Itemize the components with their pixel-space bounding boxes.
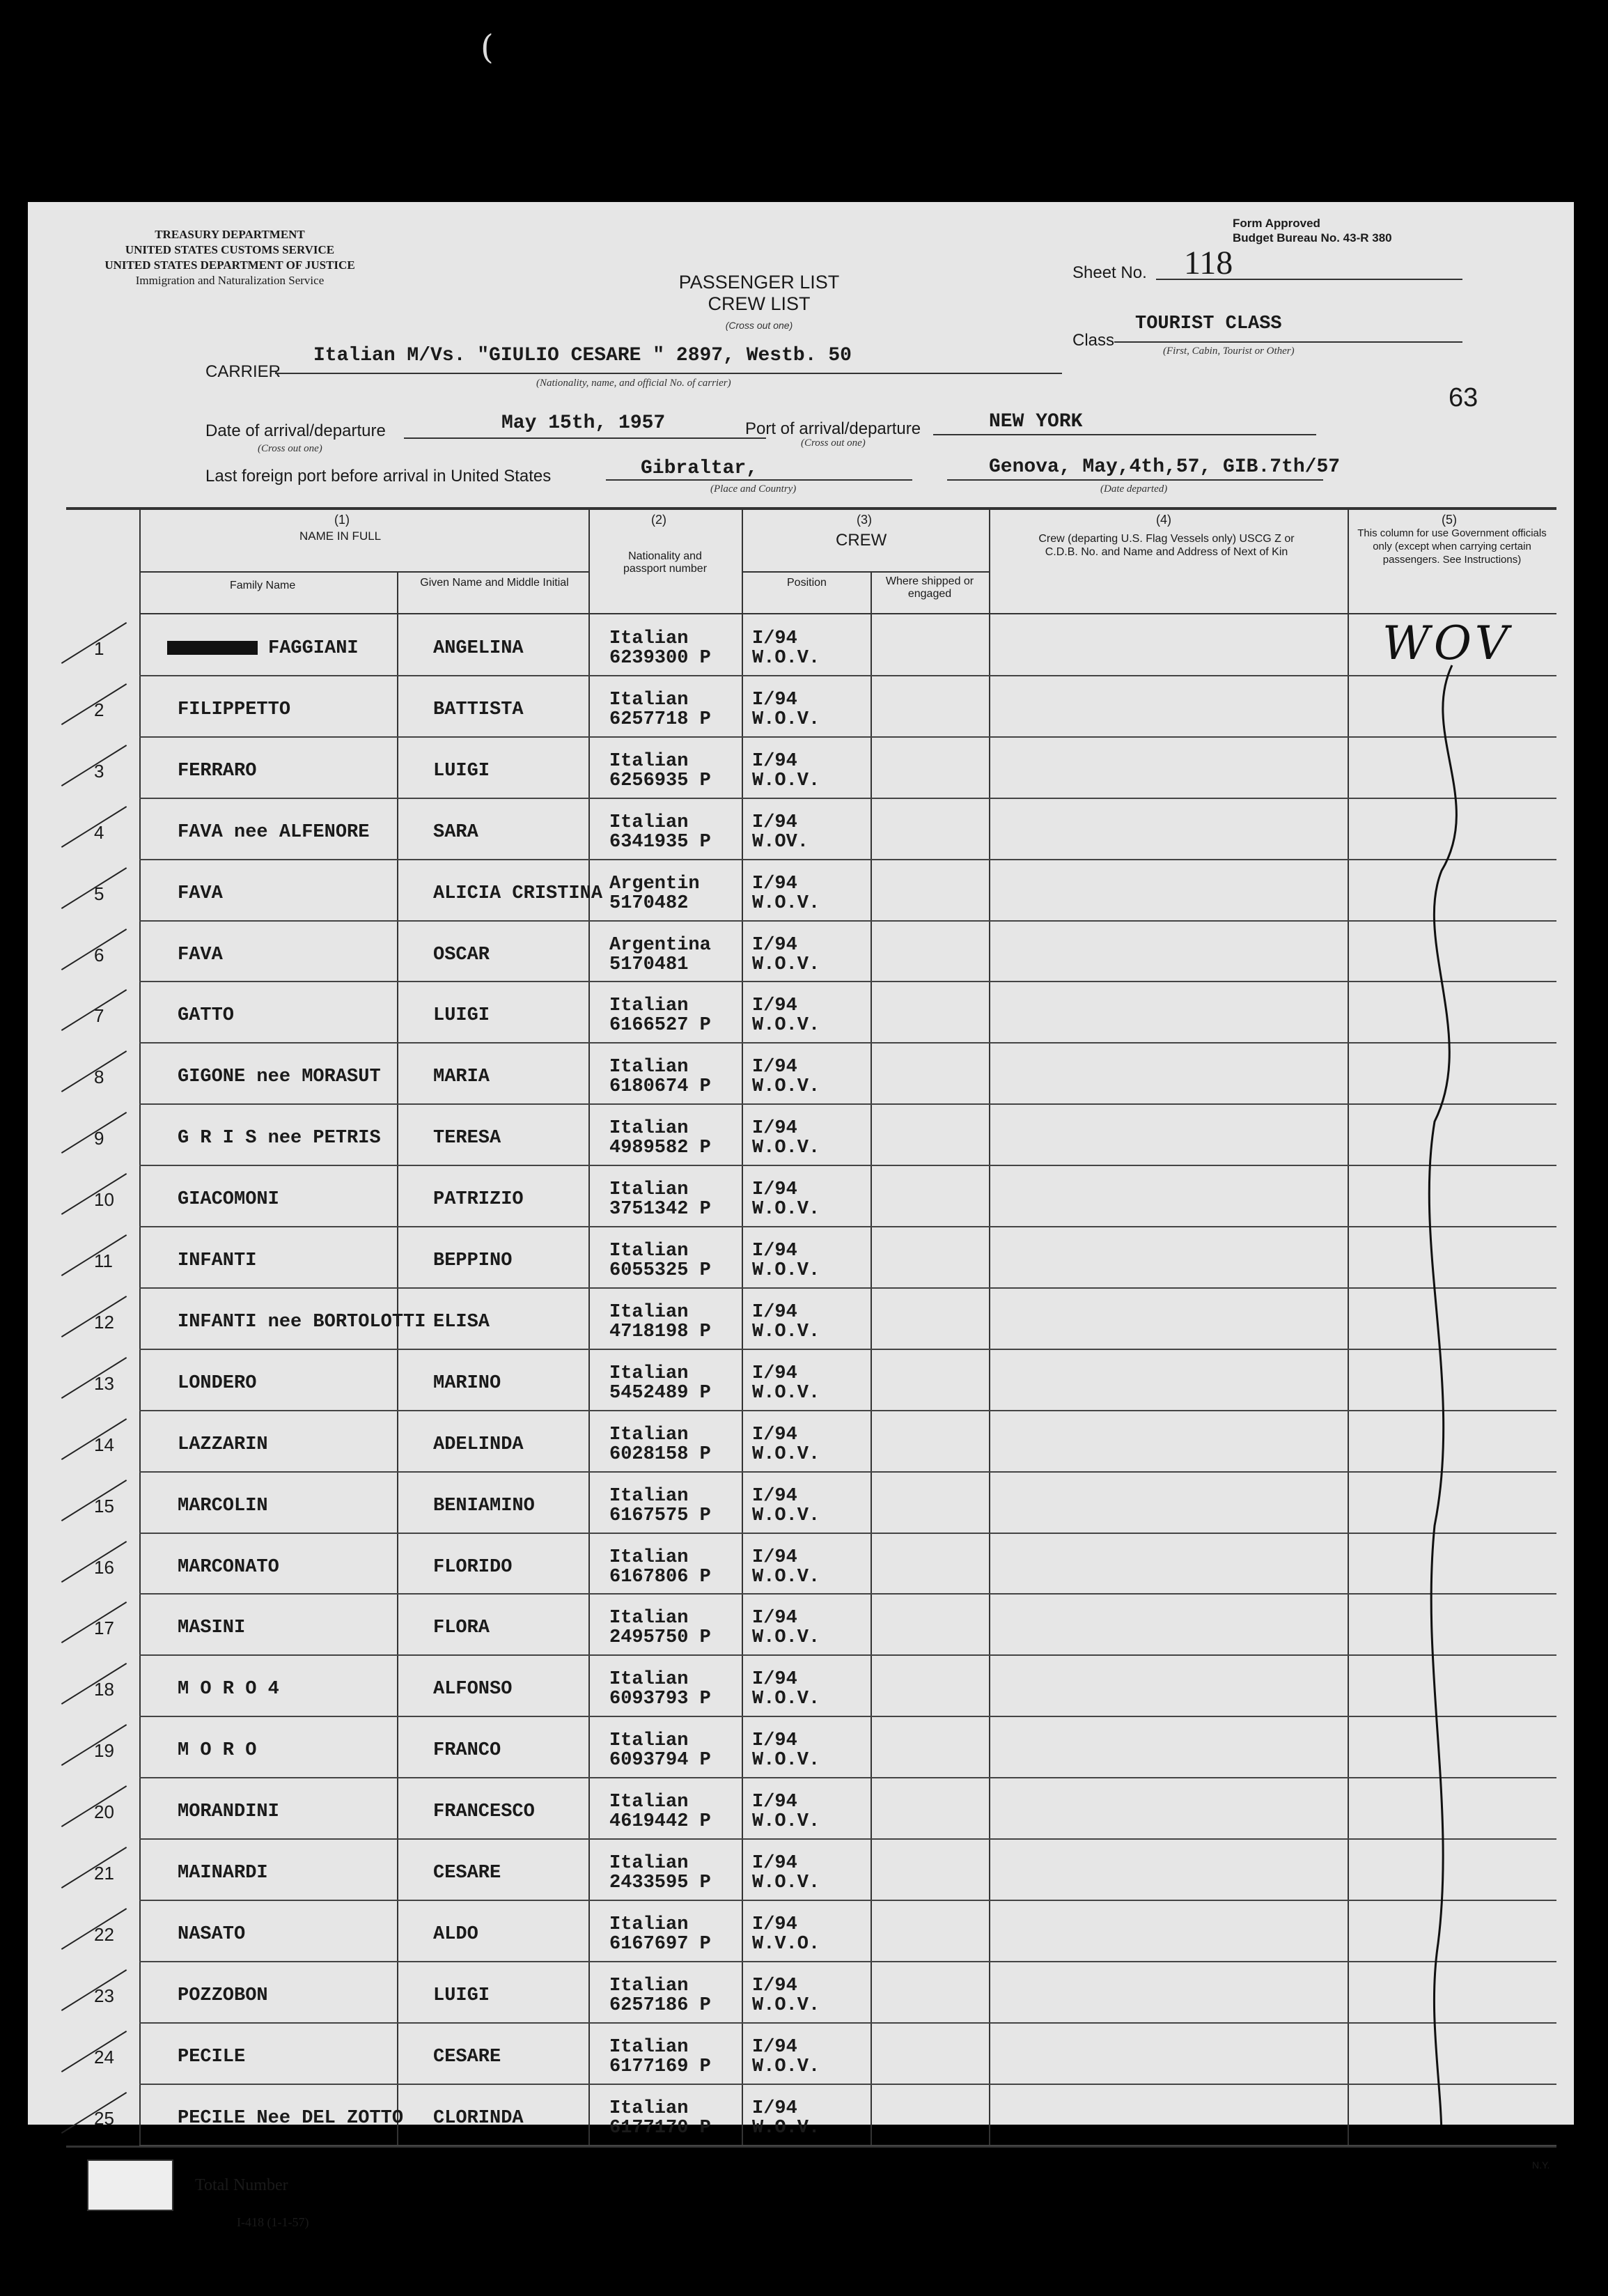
given-name-cell: LUIGI (433, 1005, 490, 1027)
last-port-value: Gibraltar, (641, 458, 758, 479)
row-number: 25 (94, 2107, 114, 2129)
passport-cell: 6055325 P (609, 1260, 711, 1281)
row-number: 19 (94, 1740, 114, 1762)
position-cell: I/94 (752, 628, 797, 649)
row-separator (139, 2145, 1556, 2146)
date-value: May 15th, 1957 (501, 412, 666, 434)
passport-cell: 2433595 P (609, 1872, 711, 1893)
family-name-cell: LAZZARIN (178, 1434, 268, 1455)
position-cell: I/94 (752, 750, 797, 772)
last-port-label: Last foreign port before arrival in United States (205, 467, 552, 486)
passport-cell: 6167806 P (609, 1566, 711, 1588)
nationality-cell: Italian (609, 1975, 689, 1996)
form-sheet (28, 202, 1574, 2229)
family-name-cell: M O R O (178, 1740, 257, 1762)
position-cell: I/94 (752, 995, 797, 1017)
position-cell: I/94 (752, 1363, 797, 1384)
given-name-cell: ALFONSO (433, 1679, 513, 1700)
given-name-cell: CESARE (433, 2046, 501, 2068)
status-cell: W.O.V. (752, 1260, 820, 1281)
nationality-cell: Argentina (609, 934, 711, 956)
family-name-cell: M O R O 4 (178, 1679, 279, 1700)
given-name-header: Given Name and Middle Initial (420, 577, 569, 589)
given-name-cell: BENIAMINO (433, 1495, 535, 1517)
row-number: 24 (94, 2046, 114, 2068)
status-cell: W.O.V. (752, 1811, 820, 1833)
nationality-cell: Italian (609, 628, 689, 649)
position-cell: I/94 (752, 1301, 797, 1323)
given-name-cell: BATTISTA (433, 699, 524, 720)
given-name-cell: PATRIZIO (433, 1189, 524, 1211)
status-cell: W.O.V. (752, 1627, 820, 1649)
row-number: 15 (94, 1495, 114, 1517)
position-cell: I/94 (752, 1424, 797, 1445)
date-departed-hint: (Date departed) (1100, 483, 1168, 495)
nationality-cell: Italian (609, 1792, 689, 1813)
family-name-cell: NASATO (178, 1923, 246, 1945)
date-departed-value: Genova, May,4th,57, GIB.7th/57 (989, 456, 1341, 478)
passport-cell: 5452489 P (609, 1382, 711, 1404)
col4-number: (4) (1156, 513, 1171, 527)
status-cell: W.O.V. (752, 1994, 820, 2016)
nationality-cell: Italian (609, 1057, 689, 1078)
passport-cell: 6177170 P (609, 2117, 711, 2139)
nationality-cell: Italian (609, 1669, 689, 1691)
row-number: 4 (94, 821, 104, 843)
given-name-cell: MARINO (433, 1372, 501, 1394)
stamp-text: N.Y. (1532, 2159, 1550, 2171)
shipped-header: Where shipped or engaged (885, 575, 974, 600)
col3-label: CREW (836, 531, 887, 550)
nationality-cell: Italian (609, 1914, 689, 1935)
sheet-number: 118 (1184, 245, 1233, 281)
row-number: 23 (94, 1985, 114, 2006)
position-cell: I/94 (752, 2036, 797, 2058)
status-cell: W.O.V. (752, 708, 820, 730)
row-number: 9 (94, 1128, 104, 1149)
row-number: 20 (94, 1801, 114, 1823)
passport-cell: 4619442 P (609, 1811, 711, 1833)
position-cell: I/94 (752, 1057, 797, 1078)
position-cell: I/94 (752, 934, 797, 956)
approval-line: Budget Bureau No. 43-R 380 (1233, 231, 1392, 245)
nationality-cell: Italian (609, 750, 689, 772)
position-cell: I/94 (752, 1608, 797, 1629)
passport-cell: 6257718 P (609, 708, 711, 730)
given-name-cell: OSCAR (433, 944, 490, 965)
position-cell: I/94 (752, 1853, 797, 1874)
col1-label: NAME IN FULL (299, 529, 382, 543)
family-name-cell: FAVA (178, 883, 223, 904)
status-cell: W.O.V. (752, 770, 820, 791)
family-name-cell: FILIPPETTO (178, 699, 291, 720)
row-number: 16 (94, 1556, 114, 1578)
row-number: 1 (94, 638, 104, 659)
row-number: 7 (94, 1005, 104, 1027)
passport-cell: 6177169 P (609, 2056, 711, 2077)
cross-out-hint: (Cross out one) (725, 320, 793, 331)
family-name-cell: GIACOMONI (178, 1189, 279, 1211)
position-cell: I/94 (752, 1241, 797, 1262)
position-cell: I/94 (752, 1730, 797, 1752)
given-name-cell: SARA (433, 821, 478, 843)
nationality-cell: Italian (609, 1424, 689, 1445)
nationality-cell: Italian (609, 1301, 689, 1323)
position-cell: I/94 (752, 812, 797, 833)
port-cross-out-hint: (Cross out one) (801, 437, 866, 449)
status-cell: W.O.V. (752, 1076, 820, 1098)
col5-number: (5) (1442, 513, 1457, 527)
passport-cell: 6167575 P (609, 1505, 711, 1526)
row-number: 8 (94, 1066, 104, 1088)
status-cell: W.O.V. (752, 892, 820, 914)
row-number: 18 (94, 1679, 114, 1700)
form-code: I-418 (1-1-57) (237, 2215, 309, 2229)
nationality-cell: Italian (609, 2097, 689, 2119)
position-cell: I/94 (752, 1975, 797, 1996)
family-name-cell: MARCONATO (178, 1556, 279, 1578)
family-name-cell: FAVA (178, 944, 223, 965)
status-cell: W.O.V. (752, 1382, 820, 1404)
class-label: Class (1072, 331, 1115, 350)
passport-cell: 2495750 P (609, 1627, 711, 1649)
row-number: 17 (94, 1618, 114, 1639)
nationality-cell: Argentin (609, 873, 700, 894)
row-number: 21 (94, 1863, 114, 1884)
family-name-cell: PECILE (178, 2046, 246, 2068)
row-number: 5 (94, 883, 104, 904)
given-name-cell: FLORA (433, 1618, 490, 1639)
agency-line: UNITED STATES CUSTOMS SERVICE (125, 243, 335, 256)
family-name-cell: FAVA nee ALFENORE (178, 821, 370, 843)
position-cell: I/94 (752, 1792, 797, 1813)
nationality-cell: Italian (609, 689, 689, 711)
family-name-cell: GATTO (178, 1005, 235, 1027)
status-cell: W.V.O. (752, 1933, 820, 1955)
given-name-cell: LUIGI (433, 760, 490, 782)
position-cell: I/94 (752, 1669, 797, 1691)
handwritten-line (28, 202, 1574, 2125)
status-cell: W.O.V. (752, 1321, 820, 1342)
status-cell: W.OV. (752, 831, 809, 853)
given-name-cell: FRANCO (433, 1740, 501, 1762)
position-cell: I/94 (752, 689, 797, 711)
row-number: 11 (94, 1250, 113, 1271)
family-name-cell: GIGONE nee MORASUT (178, 1066, 381, 1088)
col3-number: (3) (857, 513, 872, 527)
position-cell: I/94 (752, 2097, 797, 2119)
family-name-cell: INFANTI (178, 1250, 257, 1271)
nationality-cell: Italian (609, 2036, 689, 2058)
total-number-label: Total Number (195, 2176, 288, 2194)
family-name-cell: PECILE Nee DEL ZOTTO (178, 2107, 404, 2129)
margin-mark: ( (481, 28, 494, 67)
col5-label: This column for use Government officials only (except when carrying certain passengers. See Instructions) (1357, 527, 1547, 566)
family-name-cell: MARCOLIN (178, 1495, 268, 1517)
row-number: 6 (94, 944, 104, 965)
sheet-label: Sheet No. (1072, 263, 1147, 282)
status-cell: W.O.V. (752, 1689, 820, 1710)
row-number: 22 (94, 1923, 114, 1945)
status-cell: W.O.V. (752, 1443, 820, 1465)
status-cell: W.O.V. (752, 1750, 820, 1771)
family-name-cell: FERRARO (178, 760, 257, 782)
position-cell: I/94 (752, 1914, 797, 1935)
side-number: 63 (1449, 383, 1478, 412)
col4-label: Crew (departing U.S. Flag Vessels only) USCG Z or C.D.B. No. and Name and Address of Next of Kin (1038, 533, 1295, 558)
passport-cell: 6239300 P (609, 648, 711, 669)
row-number: 2 (94, 699, 104, 720)
status-cell: W.O.V. (752, 1015, 820, 1037)
row-number: 13 (94, 1372, 114, 1394)
passport-cell: 6257186 P (609, 1994, 711, 2016)
status-cell: W.O.V. (752, 2117, 820, 2139)
port-label: Port of arrival/departure (745, 419, 921, 438)
passport-cell: 3751342 P (609, 1199, 711, 1220)
family-name-cell: MORANDINI (178, 1801, 279, 1823)
given-name-cell: ADELINDA (433, 1434, 524, 1455)
nationality-cell: Italian (609, 1241, 689, 1262)
position-cell: I/94 (752, 1485, 797, 1507)
given-name-cell: MARIA (433, 1066, 490, 1088)
row-number: 10 (94, 1189, 114, 1211)
row-number: 14 (94, 1434, 114, 1455)
passport-cell: 4989582 P (609, 1138, 711, 1159)
family-name-cell: INFANTI nee BORTOLOTTI (178, 1311, 426, 1333)
nationality-cell: Italian (609, 1179, 689, 1201)
carrier-label: CARRIER (205, 362, 281, 381)
nationality-cell: Italian (609, 1730, 689, 1752)
passport-cell: 6093793 P (609, 1689, 711, 1710)
port-value: NEW YORK (989, 411, 1083, 433)
nationality-cell: Italian (609, 1118, 689, 1140)
total-number-box (87, 2159, 173, 2211)
passport-cell: 6167697 P (609, 1933, 711, 1955)
date-cross-out-hint: (Cross out one) (258, 443, 322, 454)
class-value: TOURIST CLASS (1135, 313, 1282, 334)
passport-cell: 6180674 P (609, 1076, 711, 1098)
passport-cell: 6028158 P (609, 1443, 711, 1465)
status-cell: W.O.V. (752, 954, 820, 975)
col2-label: Nationality and passport number (623, 550, 708, 575)
given-name-cell: FRANCESCO (433, 1801, 535, 1823)
given-name-cell: CESARE (433, 1863, 501, 1884)
passport-cell: 6093794 P (609, 1750, 711, 1771)
row-number: 3 (94, 760, 104, 782)
wov-mark-text: WOV (1382, 616, 1513, 670)
carrier-value: Italian M/Vs. "GIULIO CESARE " 2897, Westb. 50 (313, 345, 852, 366)
position-cell: I/94 (752, 873, 797, 894)
family-name-cell: G R I S nee PETRIS (178, 1128, 381, 1149)
title-crew-list: CREW LIST (708, 293, 811, 314)
family-name-cell: POZZOBON (178, 1985, 268, 2006)
status-cell: W.O.V. (752, 1138, 820, 1159)
title-passenger-list: PASSENGER LIST (678, 272, 840, 293)
class-hint: (First, Cabin, Tourist or Other) (1163, 346, 1295, 357)
nationality-cell: Italian (609, 1853, 689, 1874)
passport-cell: 5170482 (609, 892, 689, 914)
position-cell: I/94 (752, 1546, 797, 1568)
passport-cell: 6256935 P (609, 770, 711, 791)
agency-line: Immigration and Naturalization Service (135, 274, 325, 287)
last-port-hint: (Place and Country) (710, 483, 797, 495)
family-name-cell: FAGGIANI (268, 638, 359, 659)
given-name-cell: ALDO (433, 1923, 478, 1945)
family-name-header: Family Name (230, 580, 296, 591)
nationality-cell: Italian (609, 1608, 689, 1629)
passport-cell: 6341935 P (609, 831, 711, 853)
approval-line: Form Approved (1233, 217, 1320, 230)
nationality-cell: Italian (609, 1546, 689, 1568)
passport-cell: 6166527 P (609, 1015, 711, 1037)
position-cell: I/94 (752, 1118, 797, 1140)
given-name-cell: ANGELINA (433, 638, 524, 659)
nationality-cell: Italian (609, 995, 689, 1017)
given-name-cell: LUIGI (433, 1985, 490, 2006)
agency-line: UNITED STATES DEPARTMENT OF JUSTICE (104, 258, 355, 272)
given-name-cell: ELISA (433, 1311, 490, 1333)
passport-cell: 4718198 P (609, 1321, 711, 1342)
status-cell: W.O.V. (752, 1566, 820, 1588)
nationality-cell: Italian (609, 812, 689, 833)
family-name-cell: LONDERO (178, 1372, 257, 1394)
given-name-cell: FLORIDO (433, 1556, 513, 1578)
agency-line: TREASURY DEPARTMENT (155, 228, 305, 241)
family-name-cell: MAINARDI (178, 1863, 268, 1884)
status-cell: W.O.V. (752, 1199, 820, 1220)
status-cell: W.O.V. (752, 2056, 820, 2077)
given-name-cell: CLORINDA (433, 2107, 524, 2129)
status-cell: W.O.V. (752, 1505, 820, 1526)
given-name-cell: BEPPINO (433, 1250, 513, 1271)
col2-number: (2) (651, 513, 666, 527)
nationality-cell: Italian (609, 1363, 689, 1384)
family-name-cell: MASINI (178, 1618, 246, 1639)
col1-number: (1) (334, 513, 350, 527)
status-cell: W.O.V. (752, 1872, 820, 1893)
row-number: 12 (94, 1311, 114, 1333)
nationality-cell: Italian (609, 1485, 689, 1507)
date-label: Date of arrival/departure (205, 421, 386, 440)
passport-cell: 5170481 (609, 954, 689, 975)
given-name-cell: ALICIA CRISTINA (433, 883, 603, 904)
wavy-vertical-line (1429, 665, 1456, 2125)
status-cell: W.O.V. (752, 648, 820, 669)
position-header: Position (787, 577, 827, 589)
given-name-cell: TERESA (433, 1128, 501, 1149)
position-cell: I/94 (752, 1179, 797, 1201)
carrier-hint: (Nationality, name, and official No. of carrier) (536, 378, 731, 389)
